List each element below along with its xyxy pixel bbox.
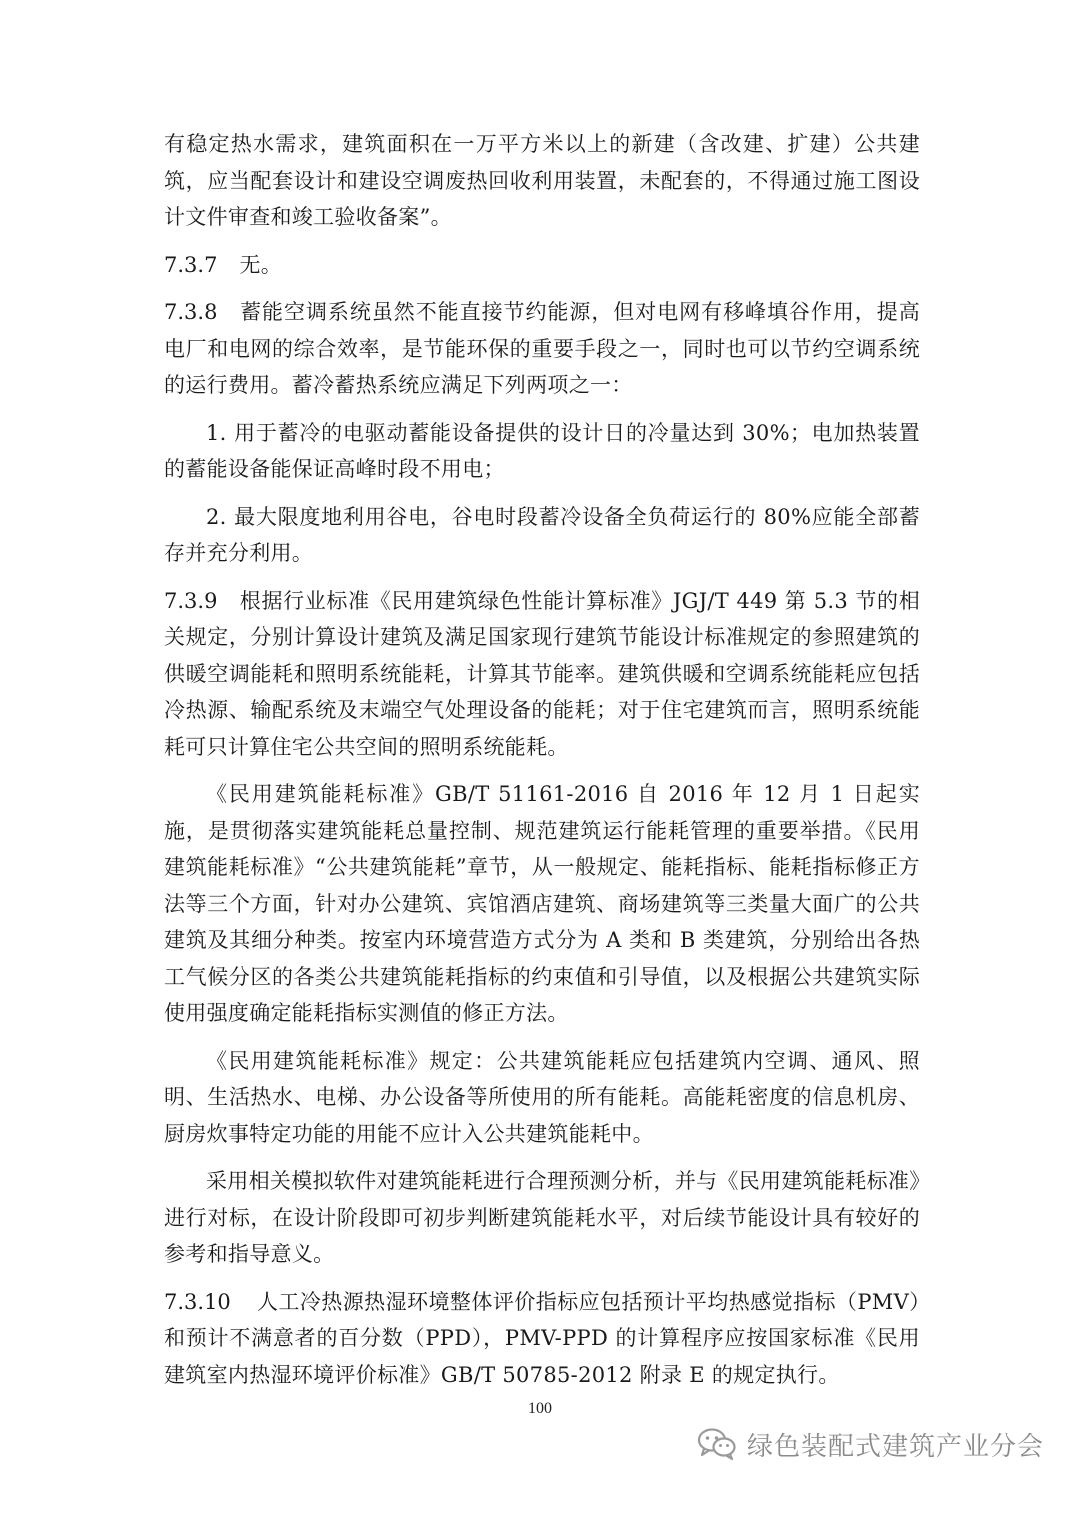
paragraph-text: 人工冷热源热湿环境整体评价指标应包括预计平均热感觉指标（PMV）和预计不满意者的百分数（PPD），PMV-PPD 的计算程序应按国家标准《民用建筑室内热湿环境评价标准》GB/T 50785-2012 附录 E 的规定执行。 xyxy=(164,1289,920,1387)
wechat-icon xyxy=(697,1427,737,1461)
list-item-1 xyxy=(164,415,920,488)
clause-number: 7.3.9 xyxy=(164,588,218,613)
paragraph-text: 《民用建筑能耗标准》GB/T 51161-2016 自 2016 年 12 月 1 日起实施，是贯彻落实建筑能耗总量控制、规范建筑运行能耗管理的重要举措。《民用建筑能耗标准》“公共建筑能耗”章节，从一般规定、能耗指标、能耗指标修正方法等三个方面，针对办公建筑、宾馆酒店建筑、商场建筑等三类量大面广的公共建筑及其细分种类。按室内环境营造方式分为 A 类和 B 类建筑，分别给出各热工气候分区的各类公共建筑能耗指标的约束值和引导值，以及根据公共建筑实际使用强度确定能耗指标实测值的修正方法。 xyxy=(164,782,920,1025)
paragraph-text: 采用相关模拟软件对建筑能耗进行合理预测分析，并与《民用建筑能耗标准》进行对标，在设计阶段即可初步判断建筑能耗水平，对后续节能设计具有较好的参考和指导意义。 xyxy=(164,1169,920,1266)
paragraph-text: 有稳定热水需求，建筑面积在一万平方米以上的新建（含改建、扩建）公共建筑，应当配套设计和建设空调废热回收利用装置，未配套的，不得通过施工图设计文件审查和竣工验收备案”。 xyxy=(164,132,920,229)
paragraph-text: 根据行业标准《民用建筑绿色性能计算标准》JGJ/T 449 第 5.3 节的相关规定，分别计算设计建筑及满足国家现行建筑节能设计标准规定的参照建筑的供暖空调能耗和照明系统能耗，计算其节能率。建筑供暖和空调系统能耗应包括冷热源、输配系统及末端空气处理设备的能耗；对于住宅建筑而言，照明系统能耗可只计算住宅公共空间的照明系统能耗。 xyxy=(164,588,920,759)
clause-number: 7.3.8 xyxy=(164,300,218,324)
clause-7-3-9 xyxy=(164,583,920,766)
clause-7-3-7 xyxy=(164,247,920,284)
paragraph-text: 2. 最大限度地利用谷电，谷电时段蓄冷设备全负荷运行的 80%应能全部蓄存并充分利用。 xyxy=(164,504,920,565)
clause-7-3-8 xyxy=(164,294,920,404)
document-body xyxy=(164,126,920,1404)
clause-7-3-10 xyxy=(164,1284,920,1394)
paragraph-continuation xyxy=(164,126,920,236)
paragraph-text: 蓄能空调系统虽然不能直接节约能源，但对电网有移峰填谷作用，提高电厂和电网的综合效率，是节能环保的重要手段之一，同时也可以节约空调系统的运行费用。蓄冷蓄热系统应满足下列两项之一： xyxy=(164,300,920,397)
list-item-2 xyxy=(164,499,920,572)
paragraph-simulation xyxy=(164,1163,920,1273)
paragraph-text: 无。 xyxy=(239,252,283,277)
paragraph-energy-scope xyxy=(164,1043,920,1153)
page-number: 100 xyxy=(528,1400,552,1417)
clause-number: 7.3.10 xyxy=(164,1289,231,1314)
paragraph-energy-standard xyxy=(164,776,920,1032)
paragraph-text: 《民用建筑能耗标准》规定：公共建筑能耗应包括建筑内空调、通风、照明、生活热水、电梯、办公设备等所使用的所有能耗。高能耗密度的信息机房、厨房炊事特定功能的用能不应计入公共建筑能耗中。 xyxy=(164,1048,920,1146)
clause-number: 7.3.7 xyxy=(164,252,218,277)
paragraph-text: 1. 用于蓄冷的电驱动蓄能设备提供的设计日的冷量达到 30%；电加热装置的蓄能设备能保证高峰时段不用电； xyxy=(164,420,920,481)
watermark-text: 绿色装配式建筑产业分会 xyxy=(746,1431,1044,1462)
watermark xyxy=(697,1422,1044,1466)
